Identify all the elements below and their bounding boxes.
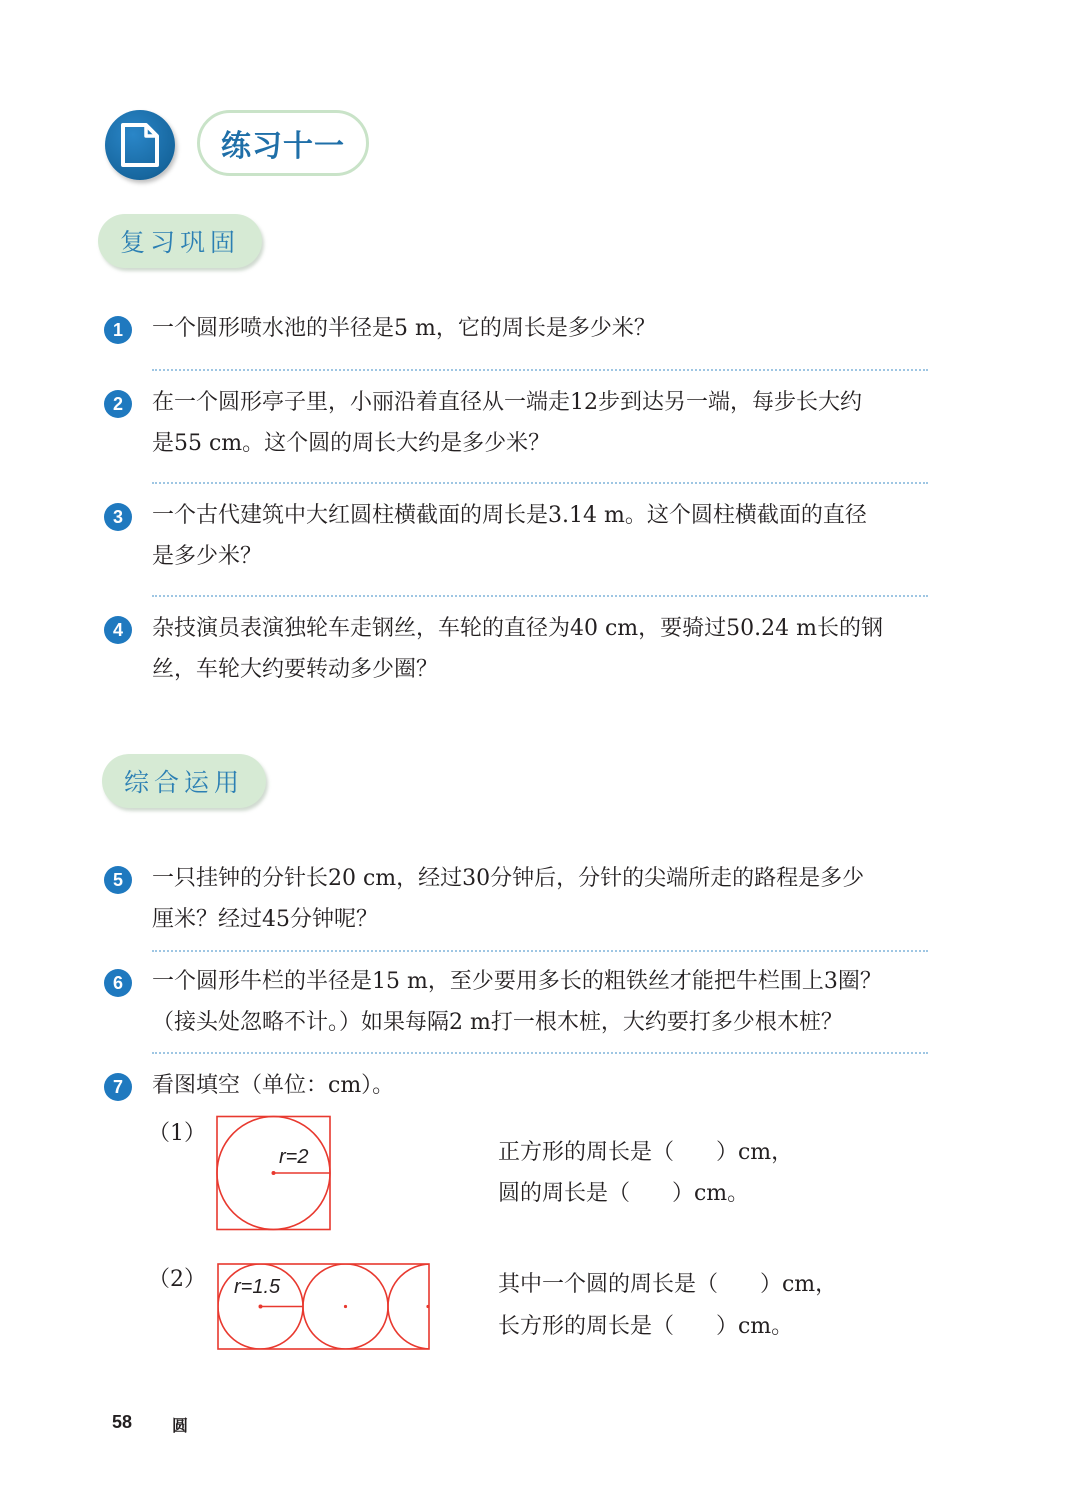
document-icon	[105, 110, 175, 180]
section-header-review: 复习巩固	[98, 214, 262, 268]
problem-text-4: 杂技演员表演独轮车走钢丝，车轮的直径为40 cm，要骑过50.24 m长的钢 丝，车轮大约要转动多少圈？	[152, 616, 884, 682]
problem-number-5: 5	[104, 866, 132, 894]
fill-blank-square-perimeter: 正方形的周长是（ ）cm，	[498, 1140, 794, 1165]
problem-text-1: 一个圆形喷水池的半径是5 m，它的周长是多少米？	[152, 316, 656, 341]
problem-text-2: 在一个圆形亭子里，小丽沿着直径从一端走12步到达另一端，每步长大约 是55 cm。这个圆的周长大约是多少米？	[152, 390, 862, 456]
problem-number-1: 1	[104, 316, 132, 344]
problem-text-3: 一个古代建筑中大红圆柱横截面的周长是3.14 m。这个圆柱横截面的直径 是多少米？	[152, 503, 867, 569]
problem-text-6: 一个圆形牛栏的半径是15 m，至少要用多长的粗铁丝才能把牛栏围上3圈？ （接头处忽略不计。）如果每隔2 m打一根木桩，大约要打多少根木桩？	[152, 969, 882, 1035]
subpart-label-1: （1）	[148, 1121, 206, 1146]
divider	[152, 1052, 928, 1054]
radius-label-1: r=2	[279, 1146, 309, 1168]
divider	[152, 482, 928, 484]
divider	[152, 950, 928, 952]
divider	[152, 369, 928, 371]
problem-number-7: 7	[104, 1073, 132, 1101]
problem-text-7: 看图填空（单位：cm）。	[152, 1073, 395, 1098]
problem-number-3: 3	[104, 503, 132, 531]
divider	[152, 595, 928, 597]
radius-label-2: r=1.5	[234, 1276, 281, 1298]
section-header-application: 综合运用	[102, 754, 266, 808]
rectangle-with-circles-figure	[216, 1262, 432, 1352]
fill-blank-rectangle-perimeter: 长方形的周长是（ ）cm。	[498, 1314, 794, 1339]
page-number: 58	[112, 1412, 133, 1432]
problem-text-5: 一只挂钟的分针长20 cm，经过30分钟后，分针的尖端所走的路程是多少 厘米？经过45分钟呢？	[152, 866, 865, 932]
chapter-name: 圆	[172, 1416, 189, 1435]
problem-number-2: 2	[104, 390, 132, 418]
problem-number-6: 6	[104, 969, 132, 997]
square-with-circle-figure	[215, 1115, 333, 1231]
problem-number-4: 4	[104, 616, 132, 644]
fill-blank-circle-circumference: 圆的周长是（ ）cm。	[498, 1181, 750, 1206]
subpart-label-2: （2）	[148, 1267, 206, 1292]
page-title: 练习十一	[197, 110, 369, 176]
fill-blank-one-circle-circumference: 其中一个圆的周长是（ ）cm，	[498, 1272, 838, 1297]
